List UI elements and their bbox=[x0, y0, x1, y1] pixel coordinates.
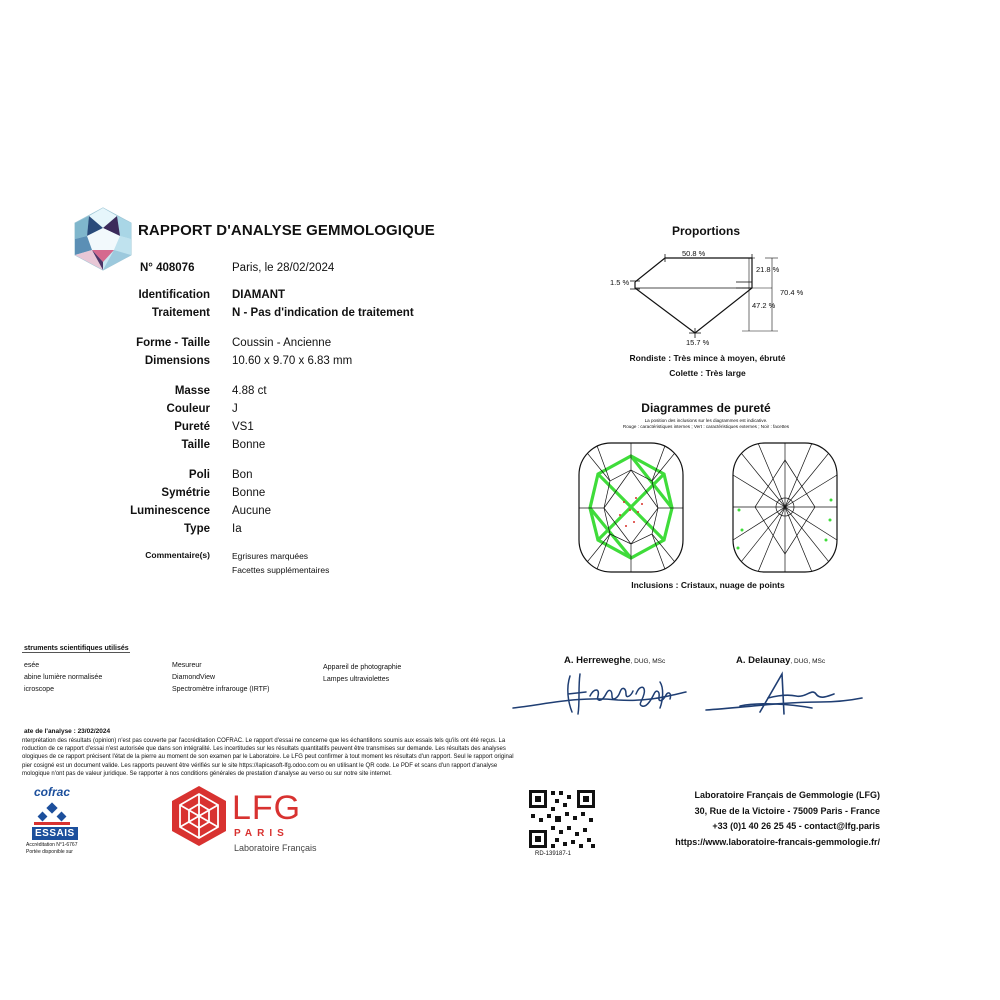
field-value: Ia bbox=[232, 523, 242, 535]
field-label: Identification bbox=[138, 289, 210, 301]
field-value: Bonne bbox=[232, 487, 266, 499]
clarity-plot-crown-icon bbox=[576, 440, 686, 575]
field-value: J bbox=[232, 403, 238, 415]
table-percent: 50.8 % bbox=[682, 249, 706, 258]
clarity-title: Diagrammes de pureté bbox=[641, 401, 771, 415]
field-value: Aucune bbox=[232, 505, 272, 517]
legal-line: mologique n'ont pas de valeur juridique. Se rapporter à nos conditions générales de prestation d'analyse au verso ou sur notre site internet. bbox=[22, 770, 392, 777]
field-label: Symétrie bbox=[161, 487, 210, 499]
qr-code-icon[interactable] bbox=[527, 788, 597, 850]
cofrac-emblem-icon bbox=[34, 800, 70, 826]
report-number: N° 408076 bbox=[140, 262, 195, 274]
field-label: Luminescence bbox=[130, 505, 210, 517]
signature-delaunay bbox=[700, 668, 865, 720]
lab-contact[interactable]: +33 (0)1 40 26 25 45 - contact@lfg.paris bbox=[712, 821, 880, 831]
instrument-item: esée bbox=[24, 662, 40, 669]
qr-caption: RD-139187-1 bbox=[535, 851, 572, 857]
cofrac-portee: Portée disponible sur bbox=[26, 849, 73, 855]
instrument-item: abine lumière normalisée bbox=[24, 674, 103, 681]
field-label: Poli bbox=[188, 469, 210, 481]
girdle-percent: 1.5 % bbox=[610, 278, 630, 287]
field-label: Forme - Taille bbox=[136, 337, 210, 349]
inclusions-text: Inclusions : Cristaux, nuage de points bbox=[631, 580, 785, 590]
report-title: RAPPORT D'ANALYSE GEMMOLOGIQUE bbox=[138, 222, 435, 239]
field-value: VS1 bbox=[232, 421, 254, 433]
signatory-2: A. Delaunay, DUG, MSc bbox=[736, 655, 826, 666]
comment-label: Commentaire(s) bbox=[145, 550, 210, 560]
legal-line: pier cosigné est un document valide. Les rapports peuvent être vérifiés sur le site https://lapicasoft-lfg.odoo.com ou en utilisant le QR code. Le PDF et scans d'un rapport d'analyse bbox=[22, 762, 498, 769]
lfg-letters: LFG bbox=[232, 789, 302, 827]
instruments-divider bbox=[22, 652, 130, 653]
instrument-item: icroscope bbox=[24, 686, 54, 693]
instrument-item: Mesureur bbox=[172, 662, 202, 669]
comment-line: Facettes supplémentaires bbox=[232, 565, 330, 575]
field-label: Pureté bbox=[174, 421, 210, 433]
field-value: Bonne bbox=[232, 439, 266, 451]
lfg-hexagon-icon bbox=[170, 785, 228, 847]
lfg-city: PARIS bbox=[234, 828, 289, 839]
instrument-item: Spectromètre infrarouge (IRTF) bbox=[172, 686, 270, 693]
clarity-note: La position des inclusions sur les diagrammes est indicative. bbox=[644, 418, 768, 423]
signatory-title: DUG, MSc bbox=[634, 658, 666, 665]
depth-percent: 70.4 % bbox=[780, 288, 804, 297]
signature-herreweghe bbox=[508, 666, 693, 720]
clarity-legend: Rouge : caractéristiques internes ; Vert : caractéristiques externes ; Noir : facettes bbox=[622, 424, 790, 429]
pavilion-percent: 47.2 % bbox=[752, 301, 776, 310]
lab-website-link[interactable]: https://www.laboratoire-francais-gemmologie.fr/ bbox=[675, 836, 880, 847]
signatory-title: DUG, MSc bbox=[794, 658, 826, 665]
crown-percent: 21.8 % bbox=[756, 265, 780, 274]
lfg-tagline: Laboratoire Français bbox=[234, 843, 317, 853]
analysis-date: ate de l'analyse : 23/02/2024 bbox=[24, 728, 111, 735]
field-list bbox=[0, 0, 500, 600]
cofrac-logo bbox=[22, 782, 102, 857]
field-value: 10.60 x 9.70 x 6.83 mm bbox=[232, 355, 353, 367]
signatory-1: A. Herreweghe, DUG, MSc bbox=[564, 655, 666, 666]
cofrac-brand: cofrac bbox=[34, 785, 71, 799]
girdle-description: Rondiste : Très mince à moyen, ébruté bbox=[629, 353, 786, 363]
lab-name: Laboratoire Français de Gemmologie (LFG) bbox=[694, 790, 880, 800]
instrument-item: DiamondView bbox=[172, 674, 216, 681]
clarity-plot-pavilion-icon bbox=[730, 440, 840, 575]
field-value: 4.88 ct bbox=[232, 385, 267, 397]
field-value: DIAMANT bbox=[232, 289, 286, 301]
field-value: N - Pas d'indication de traitement bbox=[232, 307, 414, 319]
field-label: Couleur bbox=[166, 403, 210, 415]
proportions-title: Proportions bbox=[672, 224, 740, 238]
culet-percent: 15.7 % bbox=[686, 338, 710, 347]
legal-line: ologiques de ce rapport précisent l'état de la pierre au moment de son examen par le Laboratoire. Le LFG peut confirmer à tout moment les résultats d'un rapport. Seul le rapport original bbox=[22, 754, 514, 761]
field-label: Dimensions bbox=[144, 355, 210, 367]
legal-line: nterprétation des résultats (opinion) n'est pas couverte par l'accréditation COFRAC. Le rapport d'essai ne concerne que les échantillons soumis aux essais tels qu'ils ont été reçus. La bbox=[22, 738, 506, 744]
proportions-diagram bbox=[600, 240, 820, 355]
legal-notice bbox=[22, 737, 514, 778]
cofrac-accreditation: Accréditation N°1-6767 bbox=[26, 842, 78, 848]
instrument-item: Lampes ultraviolettes bbox=[323, 676, 390, 683]
field-value: Coussin - Ancienne bbox=[232, 337, 332, 349]
signatory-name: A. Herreweghe bbox=[564, 655, 631, 666]
field-value: Bon bbox=[232, 469, 253, 481]
cofrac-essais: ESSAIS bbox=[32, 827, 78, 840]
lab-address: 30, Rue de la Victoire - 75009 Paris - France bbox=[694, 805, 880, 816]
signatory-name: A. Delaunay bbox=[736, 655, 791, 666]
report-place-date: Paris, le 28/02/2024 bbox=[232, 262, 335, 274]
field-label: Masse bbox=[174, 385, 210, 397]
instrument-item: Appareil de photographie bbox=[323, 664, 402, 671]
field-label: Type bbox=[184, 523, 210, 535]
lab-address-block bbox=[640, 788, 880, 850]
legal-line: roduction de ce rapport d'essai n'est autorisée que dans son intégralité. Les incertitudes sur les résultats quantitatifs peuvent être transmises sur demande. Les résultats des analyses bbox=[22, 746, 506, 753]
field-label: Taille bbox=[181, 439, 210, 451]
field-label: Traitement bbox=[151, 307, 210, 319]
instruments-heading: struments scientifiques utilisés bbox=[24, 645, 129, 652]
comment-line: Egrisures marquées bbox=[232, 551, 309, 561]
culet-description: Colette : Très large bbox=[669, 368, 746, 378]
